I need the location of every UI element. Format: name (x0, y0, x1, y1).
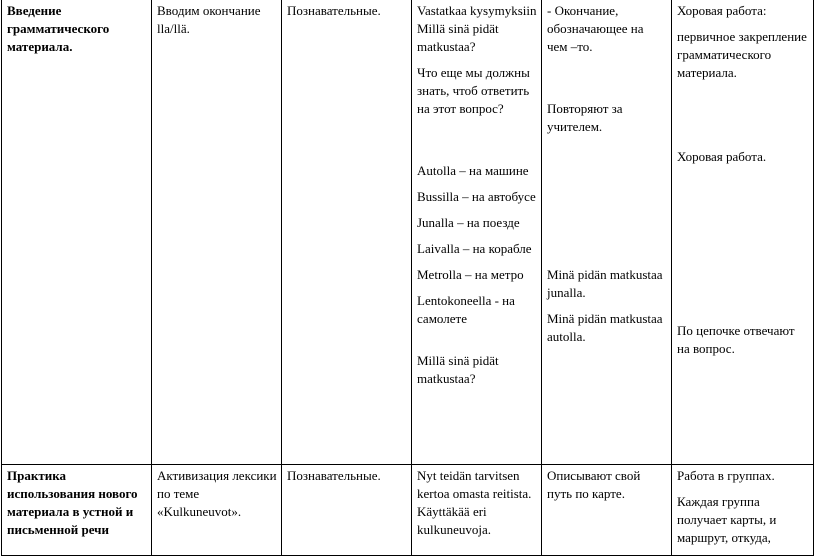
form-text: первичное закрепление грамматического материала. (677, 29, 807, 80)
table-row (2, 0, 814, 465)
content-text: Вводим окончание lla/llä. (157, 3, 261, 36)
stage-title: Практика использования нового материала в устной и письменной речи (7, 468, 138, 537)
form-cell (672, 465, 814, 556)
form-cell (672, 0, 814, 465)
vocab-item: Bussilla – на автобусе (417, 189, 536, 204)
table-row (2, 465, 814, 556)
teacher-question: Что еще мы должны знать, чтоб ответить на этот вопрос? (417, 65, 530, 116)
stage-cell (2, 465, 152, 556)
form-text: Каждая группа получает карты, и маршрут, откуда, (677, 494, 777, 545)
vocab-item: Autolla – на машине (417, 163, 529, 178)
teacher-cell (412, 0, 542, 465)
vocab-item: Metrolla – на метро (417, 267, 524, 282)
student-answer: Minä pidän matkustaa junalla. (547, 267, 663, 300)
uud-cell (282, 465, 412, 556)
student-text: Описывают свой путь по карте. (547, 468, 641, 501)
teacher-question: Millä sinä pidät matkustaa? (417, 353, 499, 386)
teacher-text: Nyt teidän tarvitsen kertoa omasta reitista. Käyttäkää eri kulkuneuvoja. (417, 468, 532, 537)
teacher-question: Vastatkaa kysymyksiin Millä sinä pidät matkustaa? (417, 3, 537, 54)
form-text: По цепочке отвечают на вопрос. (677, 323, 795, 356)
uud-cell (282, 0, 412, 465)
content-cell (152, 465, 282, 556)
uud-text: Познавательные. (287, 468, 381, 483)
stage-title: Введение грамматического материала. (7, 3, 110, 54)
teacher-cell (412, 465, 542, 556)
student-answer: - Окончание, обозначающее на чем –то. (547, 3, 644, 54)
vocab-item: Junalla – на поезде (417, 215, 520, 230)
student-cell (542, 465, 672, 556)
stage-cell (2, 0, 152, 465)
student-answer: Повторяют за учителем. (547, 101, 623, 134)
content-text: Активизация лексики по теме «Kulkuneuvot». (157, 468, 277, 519)
uud-text: Познавательные. (287, 3, 381, 18)
lesson-plan-table (1, 0, 814, 556)
form-text: Работа в группах. (677, 468, 775, 483)
content-cell (152, 0, 282, 465)
form-text: Хоровая работа: (677, 3, 767, 18)
student-cell (542, 0, 672, 465)
vocab-item: Lentokoneella - на самолете (417, 293, 515, 326)
form-text: Хоровая работа. (677, 149, 767, 164)
vocab-item: Laivalla – на корабле (417, 241, 532, 256)
student-answer: Minä pidän matkustaa autolla. (547, 311, 663, 344)
